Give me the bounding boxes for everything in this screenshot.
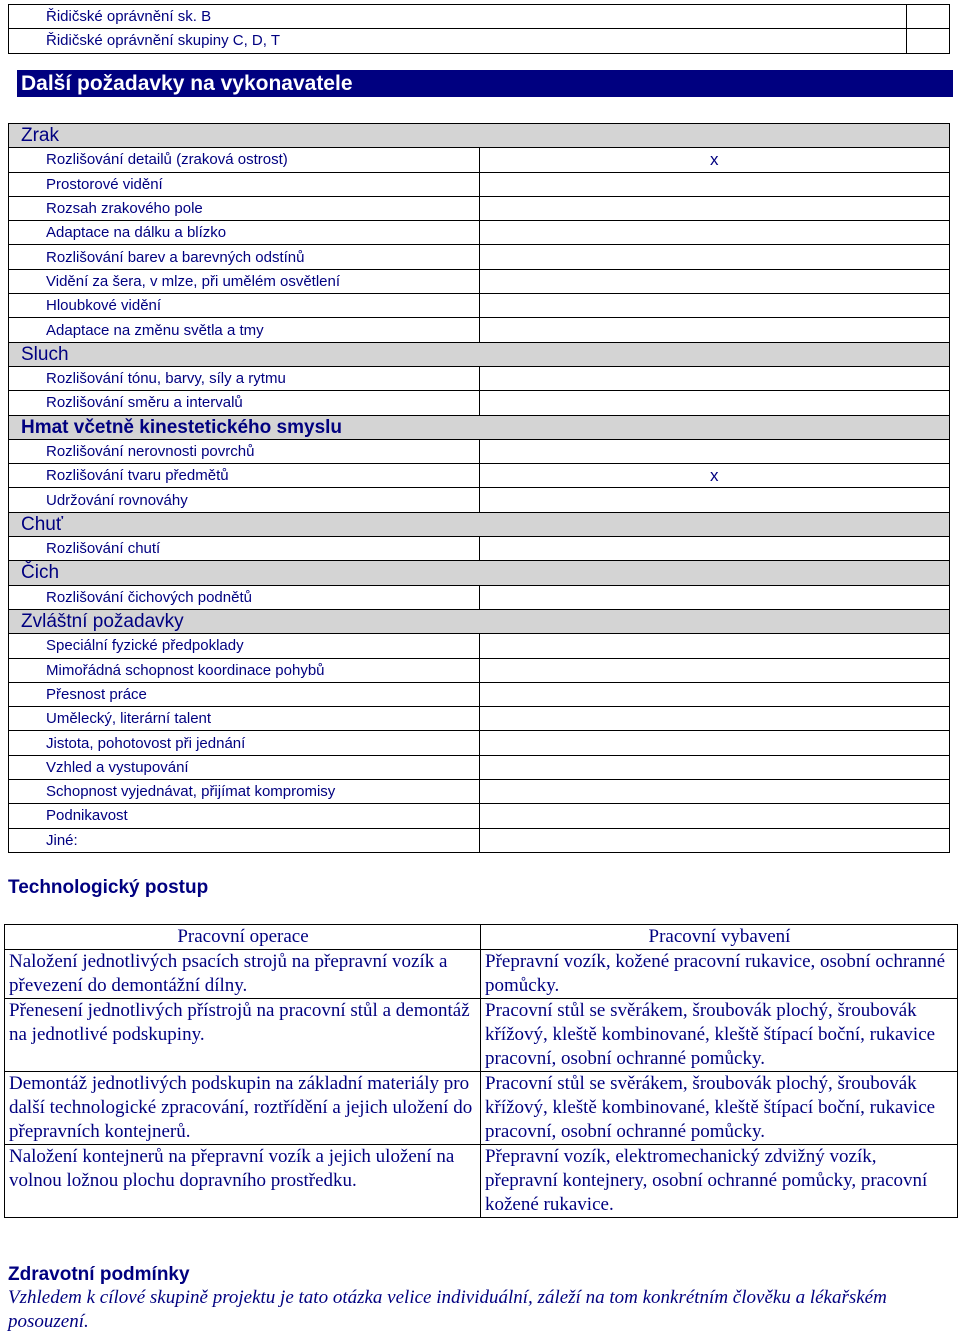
- requirement-row: [9, 294, 950, 318]
- requirement-mark: [479, 439, 950, 463]
- requirement-label: Rozlišování barev a barevných odstínů: [9, 245, 480, 269]
- category-title: Zvláštní požadavky: [9, 609, 950, 633]
- requirement-mark: [479, 245, 950, 269]
- requirement-mark: [479, 780, 950, 804]
- category-title: Chuť: [9, 512, 950, 536]
- requirement-mark: [479, 658, 950, 682]
- requirement-label: Vidění za šera, v mlze, při umělém osvětlení: [9, 269, 480, 293]
- requirement-label: Speciální fyzické předpoklady: [9, 634, 480, 658]
- requirement-row: [9, 780, 950, 804]
- requirement-row: [9, 537, 950, 561]
- requirement-mark: [479, 269, 950, 293]
- requirement-label: Umělecký, literární talent: [9, 707, 480, 731]
- requirement-label: Schopnost vyjednávat, přijímat kompromisy: [9, 780, 480, 804]
- requirements-table: [8, 123, 950, 853]
- requirement-mark: [479, 391, 950, 415]
- requirement-label: Rozlišování tvaru předmětů: [9, 464, 480, 488]
- requirement-mark: [479, 707, 950, 731]
- requirement-mark: x: [479, 464, 950, 488]
- requirement-label: Prostorové vidění: [9, 172, 480, 196]
- requirement-row: [9, 707, 950, 731]
- requirement-mark: [479, 804, 950, 828]
- requirement-label: Rozlišování chutí: [9, 537, 480, 561]
- requirement-label: Udržování rovnováhy: [9, 488, 480, 512]
- requirement-row: [9, 245, 950, 269]
- requirement-label: Přesnost práce: [9, 682, 480, 706]
- equipment-cell: Přepravní vozík, kožené pracovní rukavice, osobní ochranné pomůcky.: [481, 950, 958, 999]
- requirement-mark: x: [479, 148, 950, 172]
- equipment-cell: Pracovní stůl se svěrákem, šroubovák plochý, šroubovák křížový, kleště kombinované, kleště štípací boční, rukavice pracovní, osobní ochranné pomůcky.: [481, 999, 958, 1072]
- requirement-mark: [479, 731, 950, 755]
- requirement-mark: [479, 294, 950, 318]
- requirement-label: Mimořádná schopnost koordinace pohybů: [9, 658, 480, 682]
- tech-row: [5, 1145, 958, 1218]
- requirement-row: [9, 439, 950, 463]
- requirement-label: Rozlišování tónu, barvy, síly a rytmu: [9, 366, 480, 390]
- requirement-label: Jiné:: [9, 828, 480, 852]
- requirement-row: [9, 731, 950, 755]
- category-title: Hmat včetně kinestetického smyslu: [9, 415, 950, 439]
- category-title: Čich: [9, 561, 950, 585]
- tech-header-row: [5, 925, 958, 950]
- requirement-label: Rozlišování čichových podnětů: [9, 585, 480, 609]
- col-operation-header: Pracovní operace: [5, 925, 481, 950]
- section-title: Další požadavky na vykonavatele: [17, 70, 953, 97]
- requirement-row: [9, 634, 950, 658]
- licence-row: [9, 5, 950, 29]
- requirement-row: [9, 488, 950, 512]
- tech-heading: Technologický postup: [8, 877, 209, 898]
- requirement-label: Adaptace na změnu světla a tmy: [9, 318, 480, 342]
- requirement-row: [9, 366, 950, 390]
- requirement-mark: [479, 221, 950, 245]
- tech-row: [5, 950, 958, 999]
- requirement-label: Jistota, pohotovost při jednání: [9, 731, 480, 755]
- requirement-row: [9, 391, 950, 415]
- requirement-row: [9, 682, 950, 706]
- requirement-label: Řidičské oprávnění skupiny C, D, T: [9, 29, 907, 53]
- category-row: [9, 342, 950, 366]
- requirement-mark: [479, 537, 950, 561]
- requirement-row: [9, 148, 950, 172]
- requirement-mark: [479, 196, 950, 220]
- category-title: Zrak: [9, 124, 950, 148]
- requirement-row: [9, 318, 950, 342]
- requirement-row: [9, 755, 950, 779]
- category-row: [9, 561, 950, 585]
- tech-table: [4, 924, 958, 1218]
- operation-cell: Naložení kontejnerů na přepravní vozík a jejich uložení na volnou ložnou plochu dopravního prostředku.: [5, 1145, 481, 1218]
- requirement-row: [9, 172, 950, 196]
- requirement-row: [9, 585, 950, 609]
- requirement-label: Rozlišování detailů (zraková ostrost): [9, 148, 480, 172]
- category-title: Sluch: [9, 342, 950, 366]
- requirement-row: [9, 464, 950, 488]
- category-row: [9, 512, 950, 536]
- requirement-row: [9, 828, 950, 852]
- requirement-row: [9, 804, 950, 828]
- operation-cell: Přenesení jednotlivých přístrojů na pracovní stůl a demontáž na jednotlivé podskupiny.: [5, 999, 481, 1072]
- licence-row: [9, 29, 950, 53]
- licence-table: [8, 4, 950, 54]
- requirement-row: [9, 269, 950, 293]
- operation-cell: Demontáž jednotlivých podskupin na základní materiály pro další technologické zpracování, roztřídění a jejich uložení do přepravních kontejnerů.: [5, 1072, 481, 1145]
- requirement-mark: [479, 682, 950, 706]
- requirement-mark: [907, 29, 950, 53]
- tech-row: [5, 1072, 958, 1145]
- requirement-label: Adaptace na dálku a blízko: [9, 221, 480, 245]
- requirement-label: Rozlišování nerovnosti povrchů: [9, 439, 480, 463]
- requirement-label: Rozsah zrakového pole: [9, 196, 480, 220]
- category-row: [9, 415, 950, 439]
- requirement-label: Hloubkové vidění: [9, 294, 480, 318]
- health-heading: Zdravotní podmínky: [8, 1264, 190, 1285]
- requirement-label: Podnikavost: [9, 804, 480, 828]
- category-row: [9, 609, 950, 633]
- requirement-mark: [479, 172, 950, 196]
- requirement-label: Rozlišování směru a intervalů: [9, 391, 480, 415]
- category-row: [9, 124, 950, 148]
- col-equipment-header: Pracovní vybavení: [481, 925, 958, 950]
- requirement-mark: [907, 5, 950, 29]
- operation-cell: Naložení jednotlivých psacích strojů na přepravní vozík a převezení do demontážní dílny.: [5, 950, 481, 999]
- requirement-row: [9, 221, 950, 245]
- requirement-row: [9, 196, 950, 220]
- requirement-label: Vzhled a vystupování: [9, 755, 480, 779]
- requirement-mark: [479, 828, 950, 852]
- equipment-cell: Pracovní stůl se svěrákem, šroubovák plochý, šroubovák křížový, kleště kombinované, kleště štípací boční, rukavice pracovní, osobní ochranné pomůcky.: [481, 1072, 958, 1145]
- requirement-mark: [479, 755, 950, 779]
- requirement-mark: [479, 634, 950, 658]
- equipment-cell: Přepravní vozík, elektromechanický zdvižný vozík, přepravní kontejnery, osobní ochranné pomůcky, pracovní kožené rukavice.: [481, 1145, 958, 1218]
- requirement-label: Řidičské oprávnění sk. B: [9, 5, 907, 29]
- requirement-mark: [479, 318, 950, 342]
- requirement-mark: [479, 585, 950, 609]
- tech-row: [5, 999, 958, 1072]
- health-text: Vzhledem k cílové skupině projektu je tato otázka velice individuální, záleží na tom konkrétním člověku a lékařském posouzení.: [8, 1287, 887, 1332]
- requirement-mark: [479, 488, 950, 512]
- requirement-row: [9, 658, 950, 682]
- requirement-mark: [479, 366, 950, 390]
